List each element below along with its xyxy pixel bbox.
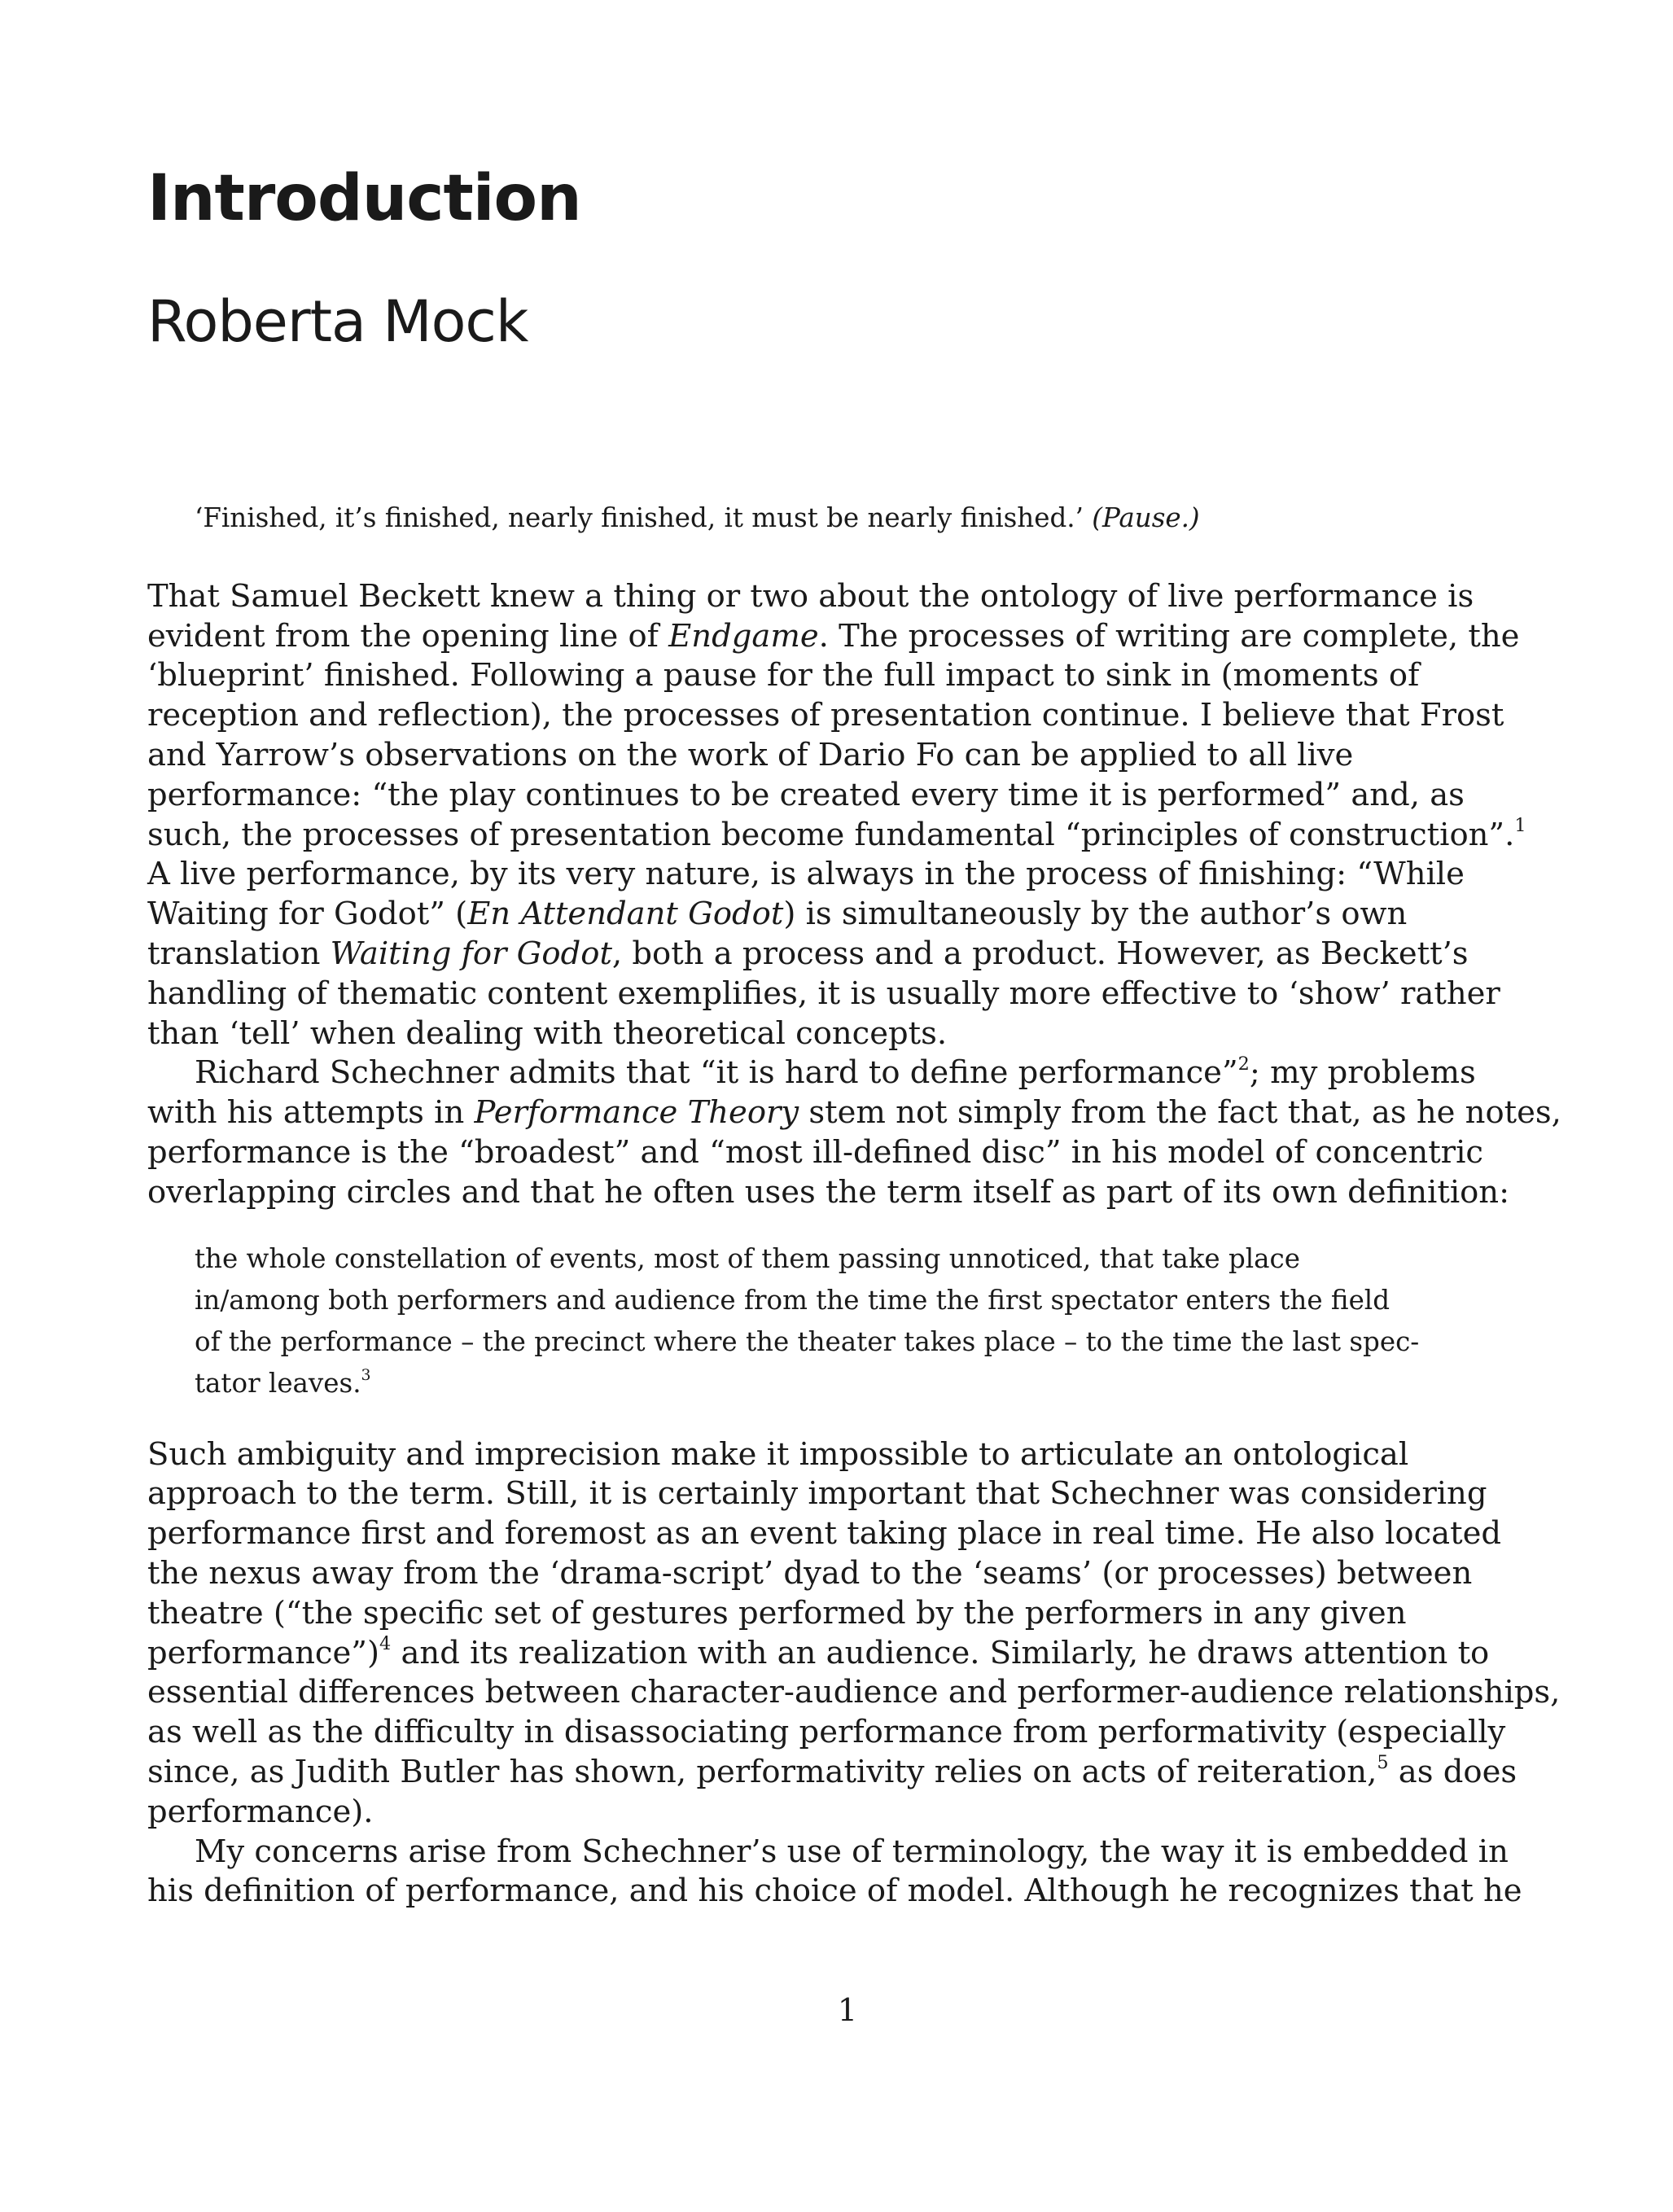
text-line <box>147 1634 1548 1674</box>
footnote-marker: 4 <box>379 1632 392 1654</box>
chapter-author: Roberta Mock <box>147 288 528 355</box>
italic-title: Endgame <box>668 617 819 655</box>
text-segment: Waiting for Godot” ( <box>147 896 468 933</box>
block-quote <box>147 1238 1548 1404</box>
italic-title: Performance Theory <box>474 1094 799 1132</box>
text-line: That Samuel Beckett knew a thing or two about the ontology of live performance is <box>147 577 1474 615</box>
text-line <box>147 1053 1548 1093</box>
text-segment: stem not simply from the fact that, as he notes, <box>799 1094 1561 1132</box>
footnote-marker: 1 <box>1514 814 1526 836</box>
document-page <box>147 0 1561 2212</box>
text-line: of the performance – the precinct where the theater takes place – to the time the last spec- <box>195 1325 1420 1357</box>
text-segment: , both a process and a product. However, as Beckett’s <box>611 935 1469 972</box>
text-segment: since, as Judith Butler has shown, performativity relies on acts of reiteration, <box>147 1753 1377 1790</box>
text-line <box>147 816 1548 856</box>
text-segment: tator leaves. <box>195 1367 361 1399</box>
text-line: performance first and foremost as an event taking place in real time. He also located <box>147 1515 1502 1553</box>
paragraph-4 <box>147 1833 1548 1912</box>
text-line: and Yarrow’s observations on the work of Dario Fo can be applied to all live <box>147 736 1354 773</box>
paragraph-1 <box>147 577 1548 1054</box>
text-line: reception and reflection), the processes of presentation continue. I believe that Frost <box>147 697 1504 734</box>
text-line: his definition of performance, and his choice of model. Although he recognizes that he <box>147 1873 1522 1910</box>
text-segment: as does <box>1388 1753 1518 1790</box>
text-segment: Richard Schechner admits that “it is hard to define performance” <box>195 1054 1238 1092</box>
paragraph-3 <box>147 1435 1561 1833</box>
text-segment: with his attempts in <box>147 1094 475 1132</box>
footnote-marker: 2 <box>1237 1053 1250 1075</box>
body-text <box>147 498 1561 1912</box>
text-line: handling of thematic content exemplifies, it is usually more effective to ‘show’ rather <box>147 975 1500 1012</box>
text-line: Such ambiguity and imprecision make it impossible to articulate an ontological <box>147 1435 1409 1473</box>
text-line <box>147 1753 1548 1793</box>
text-line: than ‘tell’ when dealing with theoretical concepts. <box>147 1014 948 1052</box>
text-line: overlapping circles and that he often uses the term itself as part of its own definition: <box>147 1173 1510 1211</box>
text-line <box>147 1093 1561 1133</box>
text-line <box>147 895 1548 935</box>
text-segment: performance”) <box>147 1634 379 1671</box>
text-line: theatre (“the specific set of gestures performed by the performers in any given <box>147 1594 1407 1632</box>
text-line <box>195 1363 1548 1404</box>
text-line <box>147 617 1548 657</box>
page-number: 1 <box>837 1992 858 2028</box>
text-line: the whole constellation of events, most of them passing unnoticed, that take place <box>195 1242 1300 1274</box>
text-segment: ; my problems <box>1249 1054 1476 1092</box>
text-line: as well as the difficulty in disassociating performance from performativity (especially <box>147 1714 1506 1751</box>
text-line: essential differences between character-audience and performer-audience relationships, <box>147 1674 1561 1711</box>
italic-title: Waiting for Godot <box>330 935 612 972</box>
text-line: the nexus away from the ‘drama-script’ dyad to the ‘seams’ (or processes) between <box>147 1554 1473 1592</box>
text-line: performance: “the play continues to be created every time it is performed” and, as <box>147 776 1465 813</box>
chapter-title: Introduction <box>147 162 581 235</box>
text-line: performance is the “broadest” and “most ill-defined disc” in his model of concentric <box>147 1133 1483 1171</box>
epigraph <box>147 498 1548 538</box>
paragraph-2 <box>147 1053 1561 1212</box>
text-segment: translation <box>147 935 331 972</box>
footnote-marker: 5 <box>1377 1752 1389 1774</box>
italic-title: En Attendant Godot <box>467 896 784 933</box>
text-line: in/among both performers and audience from the time the first spectator enters the field <box>195 1284 1391 1316</box>
text-segment: . The processes of writing are complete, the <box>818 617 1520 655</box>
epigraph-stage-direction: (Pause.) <box>1092 502 1200 533</box>
text-line: performance). <box>147 1793 374 1830</box>
text-line: ‘blueprint’ finished. Following a pause for the full impact to sink in (moments of <box>147 657 1420 694</box>
text-line: My concerns arise from Schechner’s use of terminology, the way it is embedded in <box>195 1833 1509 1870</box>
text-line: approach to the term. Still, it is certainly important that Schechner was considering <box>147 1475 1487 1513</box>
text-line: A live performance, by its very nature, is always in the process of finishing: “While <box>147 856 1465 893</box>
text-segment: and its realization with an audience. Similarly, he draws attention to <box>391 1634 1490 1671</box>
text-line <box>147 935 1548 975</box>
text-segment: ) is simultaneously by the author’s own <box>783 896 1408 933</box>
footnote-marker: 3 <box>361 1367 371 1385</box>
text-segment: such, the processes of presentation become fundamental “principles of construction”. <box>147 816 1515 853</box>
epigraph-quote: ‘Finished, it’s finished, nearly finished, it must be nearly finished.’ <box>195 502 1084 533</box>
text-segment: evident from the opening line of <box>147 617 669 655</box>
